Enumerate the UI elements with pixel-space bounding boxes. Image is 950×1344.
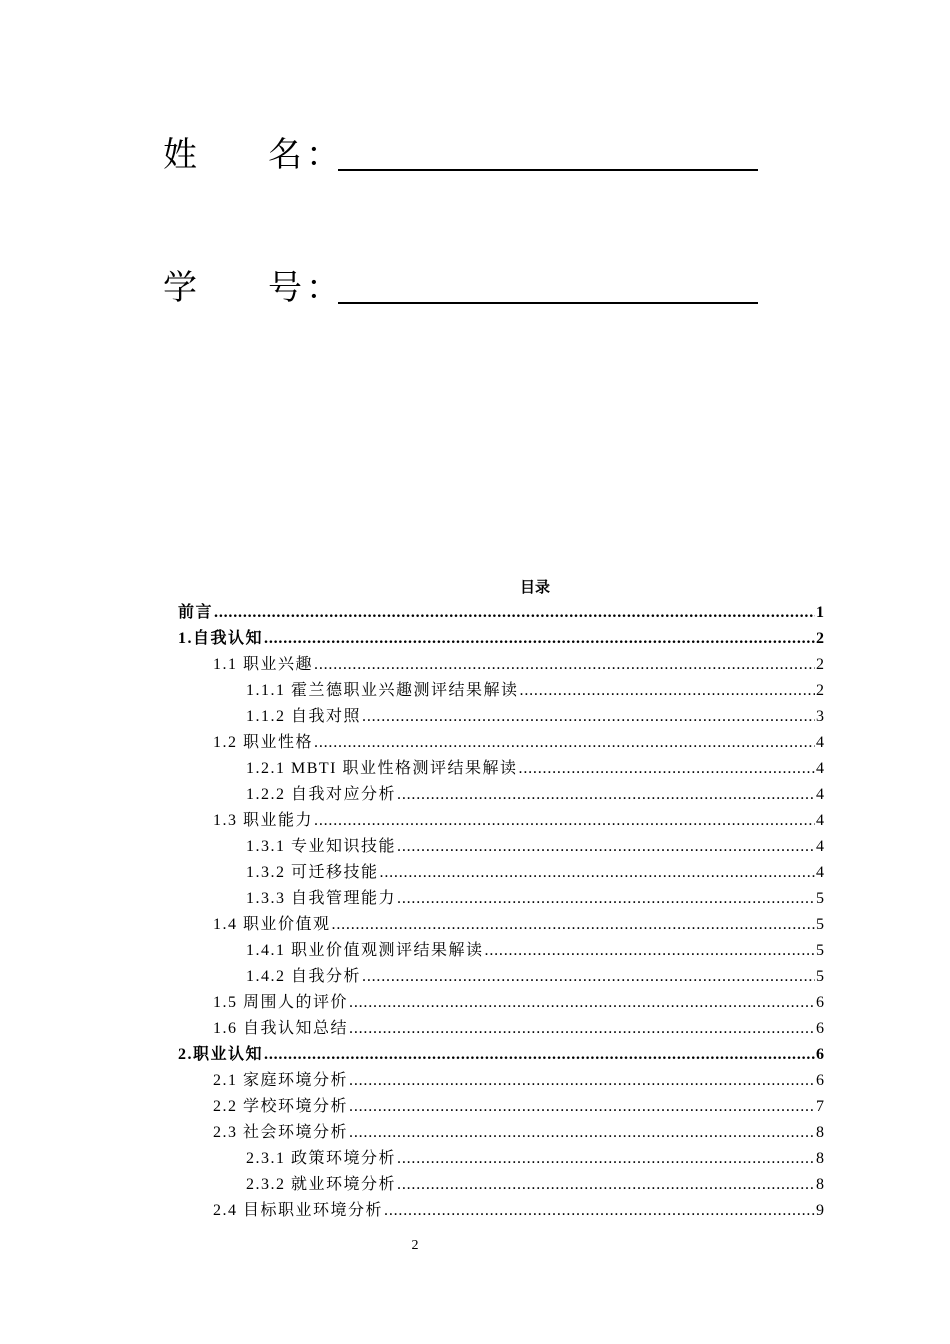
toc-leader-dots: [264, 626, 815, 652]
student-id-label-colon: ：: [306, 268, 340, 308]
toc-entry[interactable]: [178, 1146, 824, 1172]
toc-leader-dots: [349, 1094, 815, 1120]
name-label-char1: 姓: [163, 135, 197, 175]
toc-entry-label: 1.2.2 自我对应分析: [246, 786, 397, 803]
toc-entry[interactable]: [178, 1094, 824, 1120]
toc-leader-dots: [349, 1068, 815, 1094]
page-number: 2: [411, 1238, 419, 1253]
name-label-char2: 名: [268, 135, 302, 175]
toc-leader-dots: [349, 1120, 815, 1146]
name-blank-line[interactable]: [338, 167, 758, 171]
toc-entry-page: 6: [816, 994, 824, 1011]
toc-leader-dots: [384, 1198, 815, 1224]
toc-entry-label: 2.3.2 就业环境分析: [246, 1176, 397, 1193]
toc-entry[interactable]: [178, 912, 824, 938]
toc-entry-page: 9: [816, 1202, 824, 1219]
student-id-blank-line[interactable]: [338, 300, 758, 304]
toc-entry-label: 1.6 自我认知总结: [213, 1020, 349, 1037]
student-id-label-char1: 学: [163, 268, 197, 308]
toc-leader-dots: [332, 912, 815, 938]
toc-entry-label: 1.3.1 专业知识技能: [246, 838, 397, 855]
toc-leader-dots: [397, 1172, 815, 1198]
toc-entry-label: 1.2.1 MBTI 职业性格测评结果解读: [246, 760, 518, 777]
toc-leader-dots: [397, 834, 815, 860]
toc-entry-page: 4: [816, 864, 824, 881]
toc-entry-page: 2: [816, 682, 824, 699]
table-of-contents: [178, 600, 824, 1224]
toc-entry[interactable]: [178, 782, 824, 808]
toc-entry-label: 1.4.2 自我分析: [246, 968, 362, 985]
toc-leader-dots: [520, 678, 815, 704]
toc-leader-dots: [362, 704, 815, 730]
toc-entry[interactable]: [178, 652, 824, 678]
name-label-colon: ：: [306, 135, 340, 175]
toc-entry-page: 6: [816, 1072, 824, 1089]
toc-entry-label: 1.3 职业能力: [213, 812, 314, 829]
toc-leader-dots: [349, 990, 815, 1016]
toc-entry-label: 2.2 学校环境分析: [213, 1098, 349, 1115]
toc-entry-label: 1.3.3 自我管理能力: [246, 890, 397, 907]
toc-entry-label: 前言: [178, 604, 214, 621]
toc-title: 目录: [519, 578, 550, 596]
toc-leader-dots: [264, 1042, 815, 1068]
toc-entry-page: 8: [816, 1176, 824, 1193]
toc-entry-page: 4: [816, 786, 824, 803]
toc-entry-label: 2.3 社会环境分析: [213, 1124, 349, 1141]
toc-entry[interactable]: [178, 1016, 824, 1042]
toc-entry[interactable]: [178, 886, 824, 912]
toc-entry-label: 1.1.2 自我对照: [246, 708, 362, 725]
toc-leader-dots: [214, 600, 815, 626]
toc-entry[interactable]: [178, 1042, 824, 1068]
toc-entry-label: 1.2 职业性格: [213, 734, 314, 751]
toc-leader-dots: [519, 756, 815, 782]
toc-entry[interactable]: [178, 1120, 824, 1146]
toc-entry[interactable]: [178, 600, 824, 626]
toc-entry-page: 4: [816, 734, 824, 751]
toc-entry-label: 2.职业认知: [178, 1046, 264, 1063]
toc-entry-label: 2.4 目标职业环境分析: [213, 1202, 384, 1219]
student-id-field: [163, 268, 763, 312]
toc-entry[interactable]: [178, 626, 824, 652]
toc-leader-dots: [380, 860, 815, 886]
toc-leader-dots: [397, 1146, 815, 1172]
toc-entry-page: 6: [816, 1046, 824, 1063]
toc-entry[interactable]: [178, 964, 824, 990]
toc-entry-label: 2.1 家庭环境分析: [213, 1072, 349, 1089]
toc-entry-label: 1.自我认知: [178, 630, 264, 647]
toc-entry-page: 4: [816, 760, 824, 777]
toc-leader-dots: [314, 808, 815, 834]
toc-leader-dots: [362, 964, 815, 990]
toc-entry[interactable]: [178, 756, 824, 782]
student-id-label-char2: 号: [268, 268, 302, 308]
toc-entry-label: 1.4 职业价值观: [213, 916, 331, 933]
toc-entry[interactable]: [178, 730, 824, 756]
toc-entry-page: 1: [816, 604, 824, 621]
toc-entry-page: 4: [816, 812, 824, 829]
toc-entry-label: 1.1.1 霍兰德职业兴趣测评结果解读: [246, 682, 519, 699]
toc-entry-page: 7: [816, 1098, 824, 1115]
toc-entry-label: 1.3.2 可迁移技能: [246, 864, 379, 881]
toc-entry-page: 3: [816, 708, 824, 725]
toc-entry[interactable]: [178, 678, 824, 704]
toc-entry-page: 5: [816, 942, 824, 959]
toc-entry[interactable]: [178, 990, 824, 1016]
toc-entry-label: 1.1 职业兴趣: [213, 656, 314, 673]
toc-entry-page: 5: [816, 916, 824, 933]
toc-entry-page: 5: [816, 968, 824, 985]
toc-leader-dots: [314, 652, 815, 678]
toc-leader-dots: [485, 938, 815, 964]
toc-entry[interactable]: [178, 834, 824, 860]
toc-entry-page: 2: [816, 630, 824, 647]
toc-entry-page: 8: [816, 1124, 824, 1141]
toc-entry[interactable]: [178, 808, 824, 834]
toc-entry-page: 6: [816, 1020, 824, 1037]
toc-entry[interactable]: [178, 1198, 824, 1224]
toc-entry-label: 2.3.1 政策环境分析: [246, 1150, 397, 1167]
toc-entry-label: 1.5 周围人的评价: [213, 994, 349, 1011]
toc-entry-label: 1.4.1 职业价值观测评结果解读: [246, 942, 484, 959]
toc-entry[interactable]: [178, 704, 824, 730]
toc-entry[interactable]: [178, 1172, 824, 1198]
toc-entry[interactable]: [178, 938, 824, 964]
toc-leader-dots: [397, 782, 815, 808]
toc-leader-dots: [314, 730, 815, 756]
name-field: [163, 135, 763, 179]
toc-leader-dots: [397, 886, 815, 912]
toc-entry-page: 2: [816, 656, 824, 673]
toc-entry-page: 8: [816, 1150, 824, 1167]
toc-entry-page: 4: [816, 838, 824, 855]
toc-entry-page: 5: [816, 890, 824, 907]
toc-entry[interactable]: [178, 860, 824, 886]
toc-leader-dots: [349, 1016, 815, 1042]
toc-entry[interactable]: [178, 1068, 824, 1094]
